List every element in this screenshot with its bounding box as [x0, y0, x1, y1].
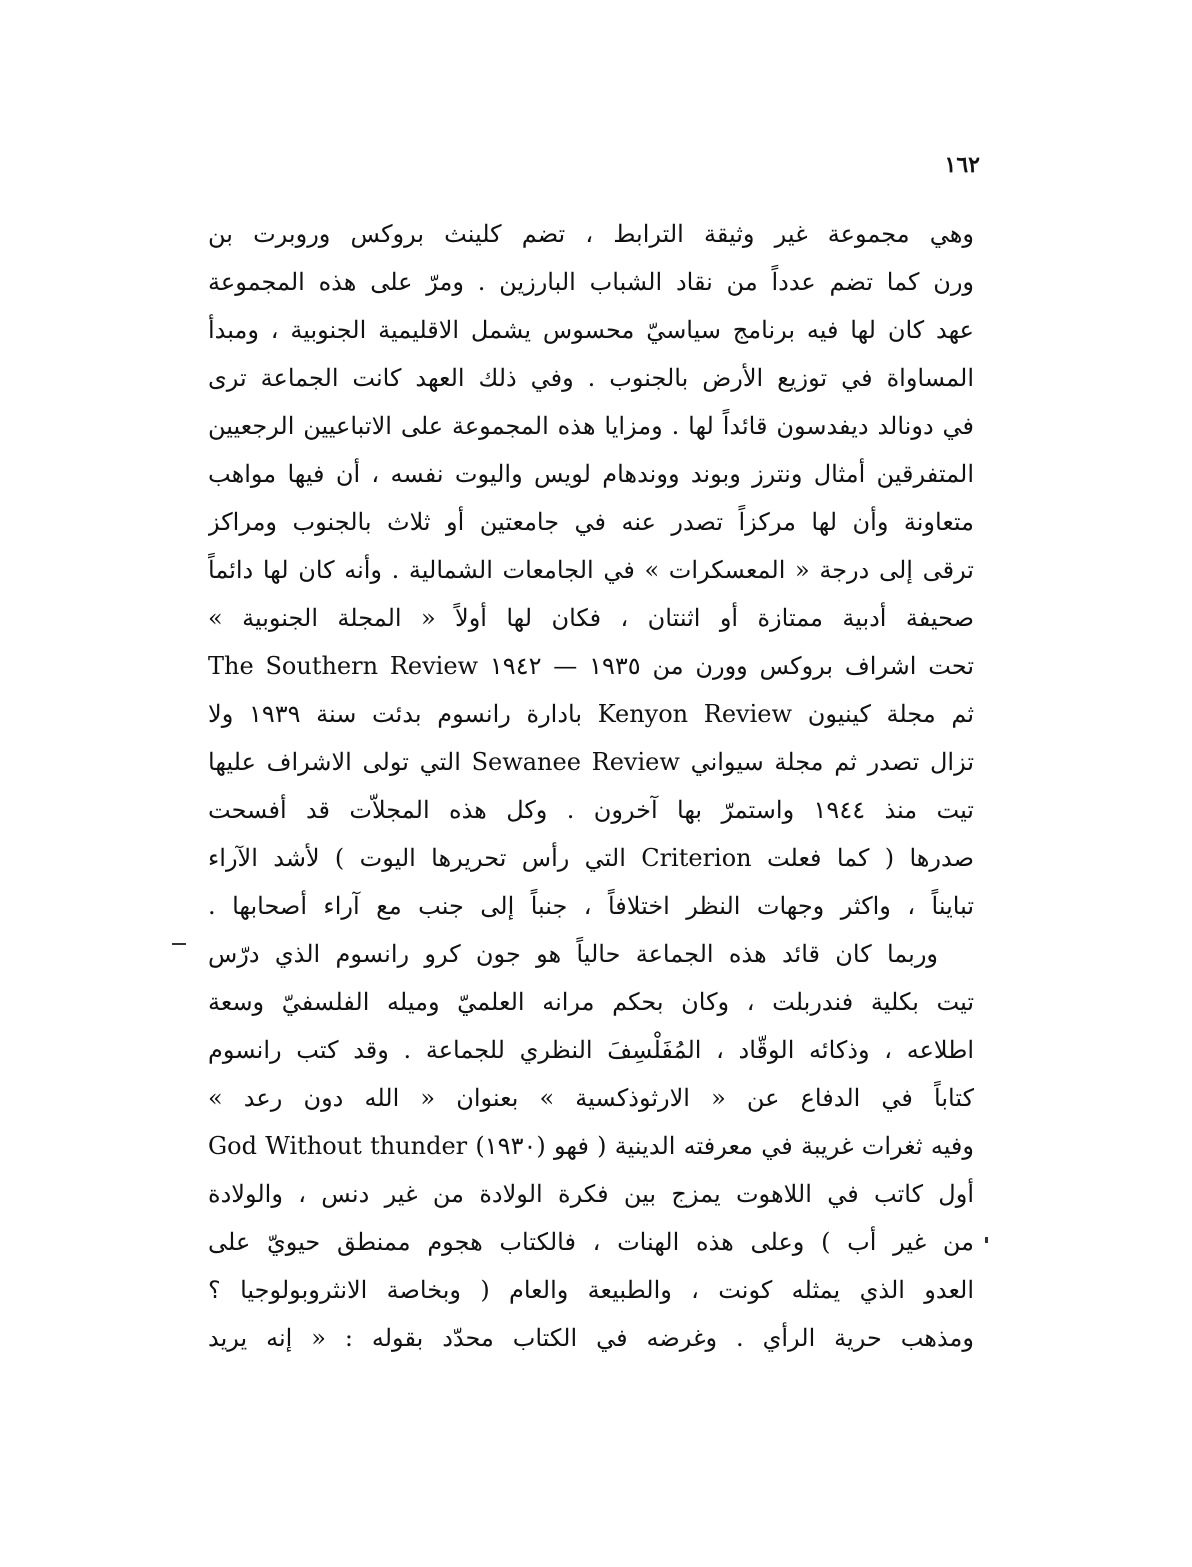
text-line: عهد كان لها فيه برنامج سياسيّ محسوس يشمل الاقليمية الجنوبية ، ومبدأ	[208, 316, 974, 344]
text-line: ومذهب حرية الرأي . وغرضه في الكتاب محدّد بقوله : « إنه يريد	[208, 1324, 974, 1352]
text-line: تيت بكلية فندربلت ، وكان بحكم مرانه العلميّ وميله الفلسفيّ وسعة	[208, 988, 974, 1016]
text-line: ترقى إلى درجة « المعسكرات » في الجامعات الشمالية . وأنه كان لها دائماً	[208, 556, 974, 584]
text-line: تيت منذ ١٩٤٤ واستمرّ بها آخرون . وكل هذه المجلاّت قد أفسحت	[208, 796, 974, 824]
text-line: The Southern Review تحت اشراف بروكس وورن من ١٩٣٥ — ١٩٤٢	[208, 652, 974, 680]
text-line: أول كاتب في اللاهوت يمزج بين فكرة الولادة من غير دنس ، والولادة	[208, 1180, 974, 1208]
page-number: ١٦٢	[944, 152, 980, 178]
body-text	[208, 210, 974, 1362]
text-line: المساواة في توزيع الأرض بالجنوب . وفي ذلك العهد كانت الجماعة ترى	[208, 364, 974, 392]
scan-artifact	[172, 943, 186, 945]
text-line: كتاباً في الدفاع عن « الارثوذكسية » بعنوان « الله دون رعد »	[208, 1084, 974, 1112]
text-line: God Without thunder (١٩٣٠) وفيه ثغرات غريبة في معرفته الدينية ( فهو	[208, 1132, 974, 1160]
text-line: وهي مجموعة غير وثيقة الترابط ، تضم كلينث بروكس وروبرت بن	[208, 220, 974, 248]
text-line: من غير أب ) وعلى هذه الهنات ، فالكتاب هجوم ممنطق حيويّ على	[208, 1228, 974, 1256]
text-line: المتفرقين أمثال ونترز وبوند ووندهام لويس واليوت نفسه ، أن فيها مواهب	[208, 460, 974, 488]
text-line: في دونالد ديفدسون قائداً لها . ومزايا هذه المجموعة على الاتباعيين الرجعيين	[208, 412, 974, 440]
text-line: اطلاعه ، وذكائه الوقّاد ، المُفَلْسِفَ النظري للجماعة . وقد كتب رانسوم	[208, 1036, 974, 1064]
text-line: وربما كان قائد هذه الجماعة حالياً هو جون كرو رانسوم الذي درّس	[208, 940, 938, 968]
text-line: صحيفة أدبية ممتازة أو اثنتان ، فكان لها أولاً « المجلة الجنوبية »	[208, 604, 974, 632]
text-line: صدرها ( كما فعلت Criterion التي رأس تحريرها اليوت ) لأشد الآراء	[208, 844, 974, 872]
text-line: العدو الذي يمثله كونت ، والطبيعة والعام ( وبخاصة الانثروبولوجيا ؟	[208, 1276, 974, 1304]
text-line: تبايناً ، واكثر وجهات النظر اختلافاً ، جنباً إلى جنب مع آراء أصحابها .	[208, 892, 974, 920]
scan-artifact	[985, 1237, 988, 1243]
text-line: تزال تصدر ثم مجلة سيواني Sewanee Review التي تولى الاشراف عليها	[208, 748, 974, 776]
text-line: ثم مجلة كينيون Kenyon Review بادارة رانسوم بدئت سنة ١٩٣٩ ولا	[208, 700, 974, 728]
text-line: ورن كما تضم عدداً من نقاد الشباب البارزين . ومرّ على هذه المجموعة	[208, 268, 974, 296]
text-line: متعاونة وأن لها مركزاً تصدر عنه في جامعتين أو ثلاث بالجنوب ومراكز	[208, 508, 974, 536]
